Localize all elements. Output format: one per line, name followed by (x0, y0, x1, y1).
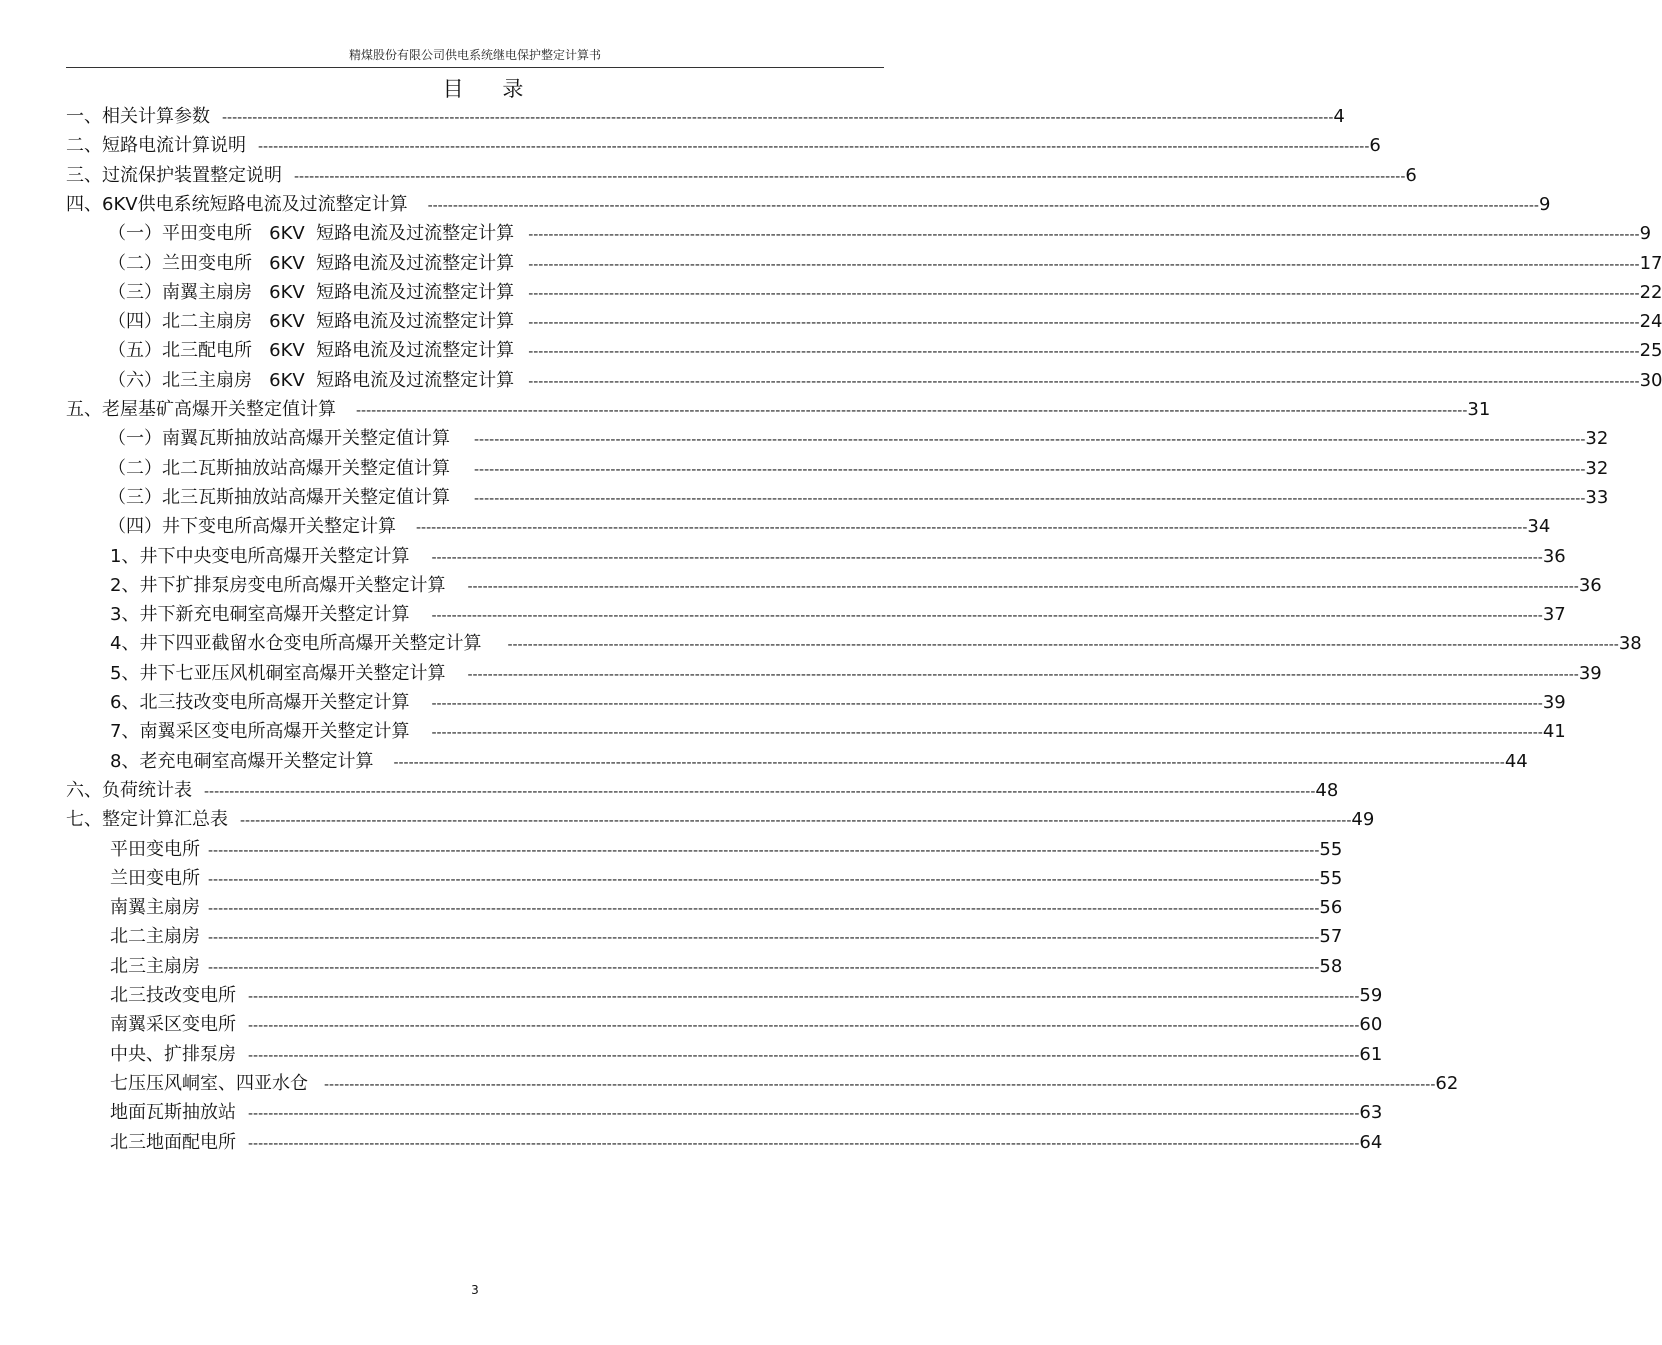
toc-leader-dashes: ---------------------------------------------------------------------------------------------------------------------------------------------------------------------------------------------------------------------------- (208, 930, 1320, 947)
toc-leader-dashes: ---------------------------------------------------------------------------------------------------------------------------------------------------------------------------------------------------------------------------- (248, 989, 1360, 1005)
toc-entry[interactable] (66, 395, 1491, 424)
toc-entry-title: 2、井下扩排泵房变电所高爆开关整定计算 (110, 574, 446, 596)
toc-entry-title: （四）井下变电所高爆开关整定计算 (108, 516, 396, 538)
toc-entry-page: 9 (1639, 223, 1652, 245)
toc-entry-title: 南翼采区变电所 (110, 1014, 236, 1036)
toc-entry[interactable] (110, 1069, 1459, 1098)
toc-entry-title: 北二主扇房 (110, 926, 200, 948)
toc-leader-dashes: ---------------------------------------------------------------------------------------------------------------------------------------------------------------------------------------------------------------------------- (248, 1135, 1360, 1152)
toc-entry[interactable] (110, 542, 1566, 571)
toc-entry-title: （三）南翼主扇房 6KV 短路电流及过流整定计算 (108, 281, 515, 303)
toc-entry-title: 二、短路电流计算说明 (66, 135, 246, 157)
toc-entry-page: 6 (1405, 164, 1417, 186)
toc-leader-dashes: ---------------------------------------------------------------------------------------------------------------------------------------------------------------------------------------------------------------------------- (528, 227, 1640, 244)
toc-entry-title: 六、负荷统计表 (66, 779, 192, 801)
toc-entry[interactable] (108, 219, 1652, 248)
toc-leader-dashes: ---------------------------------------------------------------------------------------------------------------------------------------------------------------------------------------------------------------------------- (294, 168, 1406, 185)
toc-leader-dashes: ---------------------------------------------------------------------------------------------------------------------------------------------------------------------------------------------------------------------------- (467, 578, 1579, 595)
toc-entry-title: 8、老充电硐室高爆开关整定计算 (110, 750, 374, 772)
toc-leader-dashes: ---------------------------------------------------------------------------------------------------------------------------------------------------------------------------------------------------------------------------- (467, 666, 1579, 683)
toc-entry-page: 6 (1369, 135, 1381, 157)
toc-entry-page: 31 (1467, 399, 1491, 420)
toc-entry[interactable] (66, 131, 1381, 160)
toc-leader-dashes: ---------------------------------------------------------------------------------------------------------------------------------------------------------------------------------------------------------------------------- (248, 1018, 1360, 1035)
toc-entry-page: 57 (1319, 926, 1343, 948)
toc-leader-dashes: ---------------------------------------------------------------------------------------------------------------------------------------------------------------------------------------------------------------------------- (431, 696, 1543, 712)
toc-entry-page: 37 (1542, 604, 1566, 626)
toc-leader-dashes: ---------------------------------------------------------------------------------------------------------------------------------------------------------------------------------------------------------------------------- (431, 725, 1543, 742)
toc-entry-title: （三）北三瓦斯抽放站高爆开关整定值计算 (108, 486, 450, 508)
toc-entry[interactable] (108, 307, 1662, 336)
toc-entry[interactable] (110, 922, 1343, 951)
toc-leader-dashes: ---------------------------------------------------------------------------------------------------------------------------------------------------------------------------------------------------------------------------- (208, 901, 1320, 918)
toc-entry-title: 7、南翼采区变电所高爆开关整定计算 (110, 721, 410, 743)
toc-entry-page: 32 (1585, 457, 1609, 479)
toc-entry-title: （五）北三配电所 6KV 短路电流及过流整定计算 (108, 340, 515, 362)
toc-entry-page: 36 (1578, 574, 1602, 596)
toc-entry-title: 七、整定计算汇总表 (66, 809, 228, 831)
toc-entry-title: 3、井下新充电硐室高爆开关整定计算 (110, 604, 410, 626)
toc-leader-dashes: ---------------------------------------------------------------------------------------------------------------------------------------------------------------------------------------------------------------------------- (528, 285, 1640, 302)
toc-leader-dashes: ---------------------------------------------------------------------------------------------------------------------------------------------------------------------------------------------------------------------------- (208, 959, 1320, 976)
toc-entry[interactable] (110, 893, 1343, 922)
toc-entry[interactable] (110, 659, 1602, 688)
toc-entry-title: （四）北二主扇房 6KV 短路电流及过流整定计算 (108, 311, 515, 333)
toc-entry-page: 9 (1538, 193, 1551, 215)
toc-entry-page: 34 (1527, 516, 1551, 538)
toc-entry-title: 北三地面配电所 (110, 1131, 236, 1153)
toc-entry[interactable] (108, 454, 1609, 483)
toc-entry-page: 24 (1639, 311, 1662, 333)
toc-entry-page: 60 (1359, 1014, 1383, 1036)
toc-entry-title: 三、过流保护装置整定说明 (66, 164, 282, 186)
toc-entry-title: 平田变电所 (110, 838, 200, 860)
toc-entry[interactable] (110, 1040, 1383, 1069)
toc-entry-page: 38 (1618, 633, 1642, 655)
toc-entry[interactable] (66, 776, 1339, 805)
toc-entry-page: 64 (1359, 1131, 1383, 1153)
toc-entry-page: 56 (1319, 897, 1343, 919)
toc-entry-title: 1、井下中央变电所高爆开关整定计算 (110, 545, 410, 567)
toc-entry-page: 32 (1585, 428, 1609, 450)
toc-entry[interactable] (110, 981, 1383, 1010)
toc-entry-page: 39 (1578, 662, 1602, 684)
toc-leader-dashes: ---------------------------------------------------------------------------------------------------------------------------------------------------------------------------------------------------------------------------- (431, 608, 1543, 625)
toc-entry[interactable] (110, 571, 1602, 600)
toc-leader-dashes: ---------------------------------------------------------------------------------------------------------------------------------------------------------------------------------------------------------------------------- (222, 110, 1334, 126)
toc-entry-title: 4、井下四亚截留水仓变电所高爆开关整定计算 (110, 633, 482, 655)
toc-entry-title: （一）平田变电所 6KV 短路电流及过流整定计算 (108, 223, 515, 245)
toc-leader-dashes: ---------------------------------------------------------------------------------------------------------------------------------------------------------------------------------------------------------------------------- (474, 490, 1586, 507)
toc-entry-title: 北三主扇房 (110, 955, 200, 977)
toc-leader-dashes: ---------------------------------------------------------------------------------------------------------------------------------------------------------------------------------------------------------------------------- (427, 197, 1539, 214)
toc-entry-title: （二）北二瓦斯抽放站高爆开关整定值计算 (108, 457, 450, 479)
toc-entry[interactable] (110, 835, 1343, 864)
toc-entry-page: 62 (1435, 1072, 1459, 1094)
toc-entry[interactable] (110, 629, 1642, 658)
toc-entry[interactable] (108, 424, 1609, 453)
toc-entry[interactable] (108, 278, 1662, 307)
toc-entry[interactable] (66, 102, 1345, 131)
toc-entry-page: 33 (1585, 486, 1609, 508)
toc-entry-title: 6、北三技改变电所高爆开关整定计算 (110, 692, 410, 713)
toc-entry[interactable] (110, 1098, 1383, 1127)
header-divider (66, 67, 884, 68)
toc-entry-title: 一、相关计算参数 (66, 106, 210, 127)
toc-leader-dashes: ---------------------------------------------------------------------------------------------------------------------------------------------------------------------------------------------------------------------------- (528, 344, 1640, 361)
toc-leader-dashes: ---------------------------------------------------------------------------------------------------------------------------------------------------------------------------------------------------------------------------- (248, 1106, 1360, 1123)
toc-entry[interactable] (108, 512, 1551, 541)
toc-entry-page: 55 (1319, 838, 1343, 860)
toc-title: 目 录 (442, 77, 540, 101)
toc-leader-dashes: ---------------------------------------------------------------------------------------------------------------------------------------------------------------------------------------------------------------------------- (416, 520, 1528, 537)
toc-entry[interactable] (66, 805, 1375, 834)
toc-entry-page: 30 (1639, 369, 1662, 391)
toc-entry-page: 61 (1359, 1043, 1383, 1065)
toc-entry-title: （一）南翼瓦斯抽放站高爆开关整定值计算 (108, 428, 450, 450)
toc-entry-title: （二）兰田变电所 6KV 短路电流及过流整定计算 (108, 252, 515, 274)
toc-leader-dashes: ---------------------------------------------------------------------------------------------------------------------------------------------------------------------------------------------------------------------------- (474, 461, 1586, 478)
toc-entry-title: 四、6KV供电系统短路电流及过流整定计算 (66, 193, 408, 215)
toc-entry-page: 63 (1359, 1102, 1383, 1124)
toc-entry-page: 39 (1542, 692, 1566, 713)
toc-entry-title: 5、井下七亚压风机硐室高爆开关整定计算 (110, 662, 446, 684)
toc-entry-page: 36 (1542, 545, 1566, 567)
toc-leader-dashes: ---------------------------------------------------------------------------------------------------------------------------------------------------------------------------------------------------------------------------- (393, 754, 1505, 771)
toc-leader-dashes: ---------------------------------------------------------------------------------------------------------------------------------------------------------------------------------------------------------------------------- (208, 871, 1320, 888)
toc-entry-title: 南翼主扇房 (110, 897, 200, 919)
page-number: 3 (471, 1283, 479, 1297)
toc-entry[interactable] (108, 483, 1609, 512)
toc-entry[interactable] (108, 336, 1662, 365)
toc-entry-title: （六）北三主扇房 6KV 短路电流及过流整定计算 (108, 369, 515, 391)
toc-entry-title: 七压压风峒室、四亚水仓 (110, 1072, 308, 1094)
toc-entry[interactable] (108, 249, 1662, 278)
toc-entry-page: 4 (1333, 106, 1345, 127)
toc-entry-title: 中央、扩排泵房 (110, 1043, 236, 1065)
toc-entry-page: 17 (1639, 252, 1662, 274)
toc-leader-dashes: ---------------------------------------------------------------------------------------------------------------------------------------------------------------------------------------------------------------------------- (324, 1076, 1436, 1093)
toc-entry[interactable] (110, 600, 1566, 629)
toc-entry-title: 地面瓦斯抽放站 (110, 1102, 236, 1124)
toc-entry[interactable] (110, 864, 1343, 893)
toc-entry[interactable] (110, 688, 1566, 717)
toc-entry[interactable] (66, 161, 1417, 190)
toc-entry[interactable] (110, 1010, 1383, 1039)
toc-entry-page: 49 (1351, 809, 1375, 831)
toc-entry-page: 25 (1639, 340, 1662, 362)
toc-leader-dashes: ---------------------------------------------------------------------------------------------------------------------------------------------------------------------------------------------------------------------------- (240, 813, 1352, 830)
toc-leader-dashes: ---------------------------------------------------------------------------------------------------------------------------------------------------------------------------------------------------------------------------- (356, 403, 1468, 419)
toc-leader-dashes: ---------------------------------------------------------------------------------------------------------------------------------------------------------------------------------------------------------------------------- (528, 256, 1640, 273)
toc-entry-page: 59 (1359, 985, 1383, 1006)
toc-entry-title: 五、老屋基矿高爆开关整定值计算 (66, 399, 336, 420)
toc-entry[interactable] (66, 190, 1551, 219)
toc-entry-title: 北三技改变电所 (110, 985, 236, 1006)
toc-leader-dashes: ---------------------------------------------------------------------------------------------------------------------------------------------------------------------------------------------------------------------------- (507, 637, 1619, 654)
toc-entry-page: 48 (1315, 779, 1339, 801)
toc-entry-page: 58 (1319, 955, 1343, 977)
toc-leader-dashes: ---------------------------------------------------------------------------------------------------------------------------------------------------------------------------------------------------------------------------- (431, 549, 1543, 566)
toc-entry-page: 22 (1639, 281, 1662, 303)
toc-entry[interactable] (110, 952, 1343, 981)
toc-leader-dashes: ---------------------------------------------------------------------------------------------------------------------------------------------------------------------------------------------------------------------------- (208, 842, 1320, 859)
toc-leader-dashes: ---------------------------------------------------------------------------------------------------------------------------------------------------------------------------------------------------------------------------- (528, 315, 1640, 332)
toc-leader-dashes: ---------------------------------------------------------------------------------------------------------------------------------------------------------------------------------------------------------------------------- (204, 783, 1316, 800)
toc-leader-dashes: ---------------------------------------------------------------------------------------------------------------------------------------------------------------------------------------------------------------------------- (528, 373, 1640, 390)
toc-entry[interactable] (110, 747, 1528, 776)
toc-entry-page: 55 (1319, 867, 1343, 889)
running-header: 精煤股份有限公司供电系统继电保护整定计算书 (348, 48, 601, 62)
toc-leader-dashes: ---------------------------------------------------------------------------------------------------------------------------------------------------------------------------------------------------------------------------- (258, 139, 1370, 156)
toc-entry-page: 44 (1504, 750, 1528, 772)
toc-entry-title: 兰田变电所 (110, 867, 200, 889)
toc-leader-dashes: ---------------------------------------------------------------------------------------------------------------------------------------------------------------------------------------------------------------------------- (474, 432, 1586, 449)
toc-entry[interactable] (110, 1128, 1383, 1157)
toc-entry[interactable] (108, 366, 1662, 395)
toc-entry-page: 41 (1542, 721, 1566, 743)
toc-entry[interactable] (110, 717, 1566, 746)
toc-leader-dashes: ---------------------------------------------------------------------------------------------------------------------------------------------------------------------------------------------------------------------------- (248, 1047, 1360, 1064)
